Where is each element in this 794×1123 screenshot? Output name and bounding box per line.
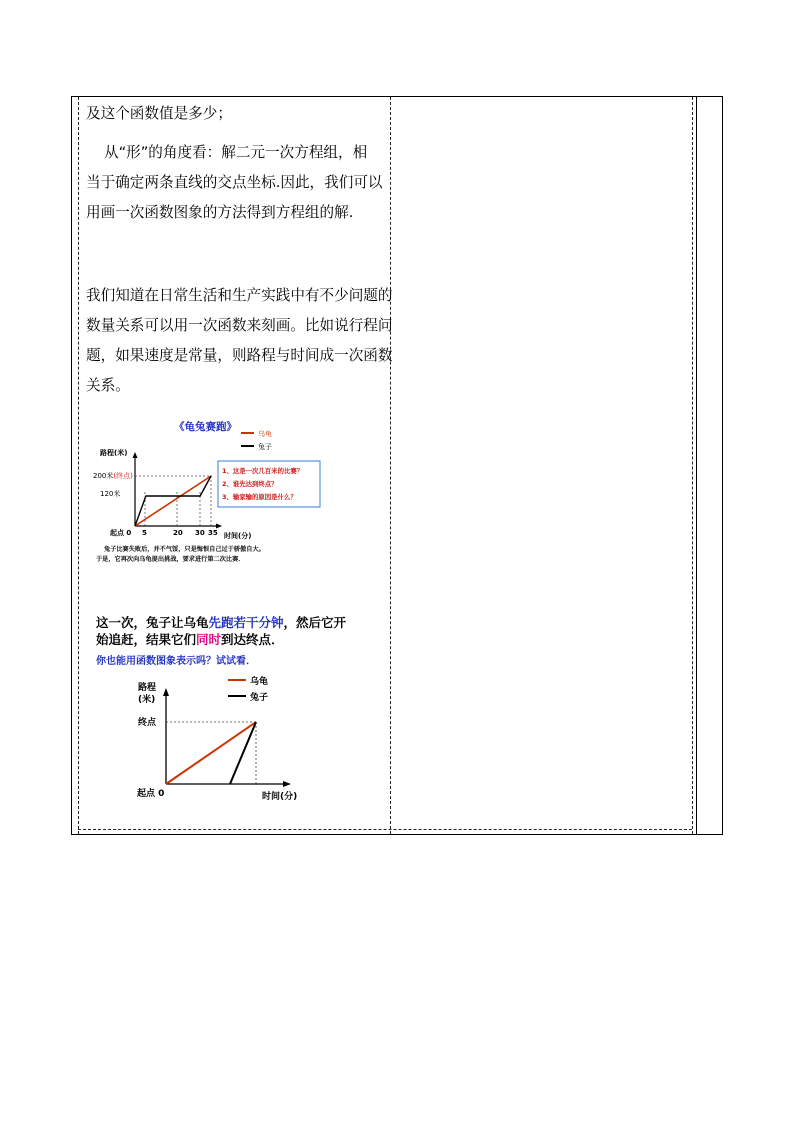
cell-left-dashed-edge (78, 97, 79, 834)
question-3: 3、输家输的原因是什么？ (222, 493, 297, 501)
text-line: 当于确定两条直线的交点坐标.因此，我们可以 (86, 174, 383, 191)
y-axis-arrow (163, 688, 169, 696)
series-line-tortoise (135, 476, 211, 526)
table-bottom-border (71, 834, 723, 835)
table-right-border (722, 96, 723, 835)
y-tick-200-value: 200米 (93, 472, 114, 480)
y-axis-arrow (133, 452, 138, 458)
paragraph-linear-function-intro (86, 281, 393, 401)
y-tick-finish: 终点 (138, 718, 157, 728)
story-line-2-highlight: 同时 (196, 632, 222, 647)
story-line-1 (96, 615, 347, 630)
text-line: 用画一次函数图象的方法得到方程组的解. (86, 204, 354, 221)
caption-line-2: 于是，它再次向乌龟提出挑战，要求进行第二次比赛． (96, 556, 245, 563)
story-line-2 (96, 632, 284, 647)
caption-line-1: 兔子比赛失败后，并不气馁，只是悔恨自己过于骄傲自大。 (104, 546, 265, 553)
x-axis-arrow (216, 524, 222, 529)
x-axis-label: 时间(分) (262, 792, 298, 802)
text-line: 题，如果速度是常量，则路程与时间成一次函数 (86, 347, 393, 364)
table-column-divider (696, 96, 697, 835)
y-tick-200-note: (终点) (113, 472, 133, 480)
text-line: 我们知道在日常生活和生产实践中有不少问题的 (86, 287, 393, 304)
story-question: 你也能用函数图象表示吗？试试看． (96, 656, 256, 667)
cell-middle-dashed-divider (390, 97, 391, 834)
x-tick-5: 5 (142, 529, 147, 537)
story-line-1-highlight: 先跑若干分钟 (208, 615, 284, 630)
y-tick-120: 120米 (100, 490, 121, 498)
paragraph-shape-view (86, 138, 386, 228)
y-axis-label-line-2: (米) (138, 695, 156, 705)
y-axis-label-line-1: 路程 (138, 683, 157, 693)
x-axis-arrow (283, 781, 291, 787)
question-1: 1、这是一次几百米的比赛？ (222, 467, 304, 475)
story-line-1-part-a: 这一次，兔子让乌龟 (96, 615, 209, 630)
x-tick-20: 20 (173, 529, 183, 537)
story-line-2-part-c: 到达终点． (221, 632, 284, 647)
race-chart-figure (92, 412, 332, 572)
second-race-figure (90, 608, 380, 808)
text-line: 从“形”的角度看：解二元一次方程组，相 (104, 144, 368, 161)
legend-label-rabbit: 兔子 (258, 443, 272, 451)
question-2: 2、谁先达到终点？ (222, 480, 278, 488)
text-line: 数量关系可以用一次函数来刻画。比如说行程问 (86, 317, 393, 334)
x-origin-label: 起点 0 (137, 789, 165, 799)
chart-title: 《龟兔赛跑》 (174, 421, 237, 433)
x-tick-30: 30 (195, 529, 205, 537)
cell-right-dashed-edge (692, 97, 693, 834)
x-tick-35: 35 (208, 529, 218, 537)
text-line: 及这个函数值是多少； (86, 105, 232, 122)
y-tick-200 (93, 471, 133, 480)
y-axis-label: 路程(米) (100, 449, 128, 457)
table-left-border (71, 96, 72, 835)
table-top-border (71, 96, 723, 97)
x-axis-label: 时间(分) (224, 532, 252, 540)
text-line-continuation (86, 99, 386, 129)
legend-label-tortoise: 乌龟 (250, 677, 269, 687)
legend-label-rabbit: 兔子 (250, 693, 269, 703)
cell-bottom-dashed-edge (78, 829, 692, 830)
text-line: 关系。 (86, 377, 130, 394)
legend-label-tortoise: 乌龟 (258, 430, 272, 438)
x-origin-label: 起点 0 (110, 529, 132, 537)
story-line-2-part-a: 始追赶，结果它们 (96, 632, 197, 647)
x-tick-labels (142, 529, 218, 537)
story-line-1-part-c: ，然后它开 (283, 615, 347, 630)
